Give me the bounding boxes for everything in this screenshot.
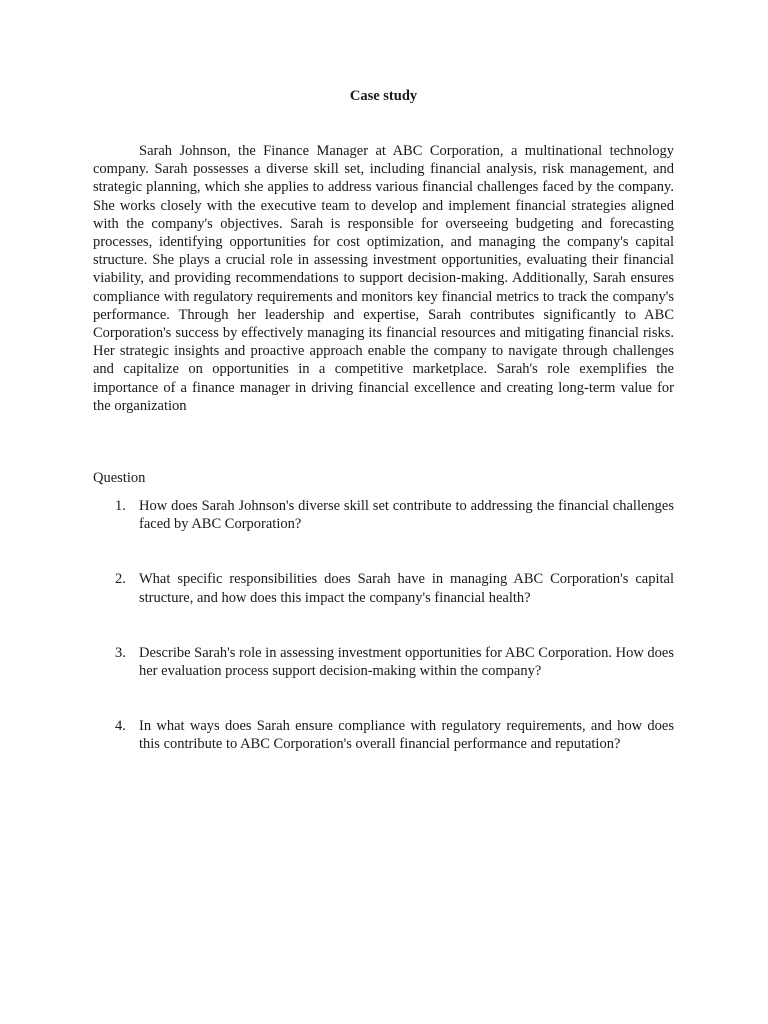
case-study-paragraph: Sarah Johnson, the Finance Manager at ABC Corporation, a multinational technology company. Sarah possesses a diverse skill set, including financial analysis, risk management, and strategic planning, which she applies to address various financial challenges faced by the company. She works closely with the executive team to develop and implement financial strategies aligned with the company's objectives. Sarah is responsible for overseeing budgeting and forecasting processes, identifying opportunities for cost optimization, and managing the company's capital structure. She plays a crucial role in assessing investment opportunities, evaluating their financial viability, and providing recommendations to support decision-making. Additionally, Sarah ensures compliance with regulatory requirements and monitors key financial metrics to track the company's performance. Through her leadership and expertise, Sarah contributes significantly to ABC Corporation's success by effectively managing its financial resources and mitigating financial risks. Her strategic insights and proactive approach enable the company to navigate through challenges and capitalize on opportunities in a competitive marketplace. Sarah's role exemplifies the importance of a finance manager in driving financial excellence and creating long-term value for the organization xyxy=(93,143,674,414)
question-item xyxy=(93,717,674,753)
question-text: What specific responsibilities does Sarah have in managing ABC Corporation's capital structure, and how does this impact the company's financial health? xyxy=(139,571,674,606)
question-number: 2. xyxy=(115,571,126,588)
question-number: 4. xyxy=(115,718,126,735)
question-text: How does Sarah Johnson's diverse skill set contribute to addressing the financial challenges faced by ABC Corporation? xyxy=(139,498,674,533)
question-text: Describe Sarah's role in assessing investment opportunities for ABC Corporation. How does her evaluation process support decision-making within the company? xyxy=(139,644,675,680)
question-heading: Question xyxy=(93,470,146,486)
question-item xyxy=(93,644,674,680)
question-text: In what ways does Sarah ensure compliance with regulatory requirements, and how does this contribute to ABC Corporation's overall financial performance and reputation? xyxy=(139,718,674,753)
question-number: 1. xyxy=(115,498,126,514)
document-title: Case study xyxy=(349,88,418,104)
question-item xyxy=(93,497,674,533)
question-list xyxy=(93,497,674,791)
question-item xyxy=(93,570,674,606)
question-number: 3. xyxy=(115,644,126,661)
